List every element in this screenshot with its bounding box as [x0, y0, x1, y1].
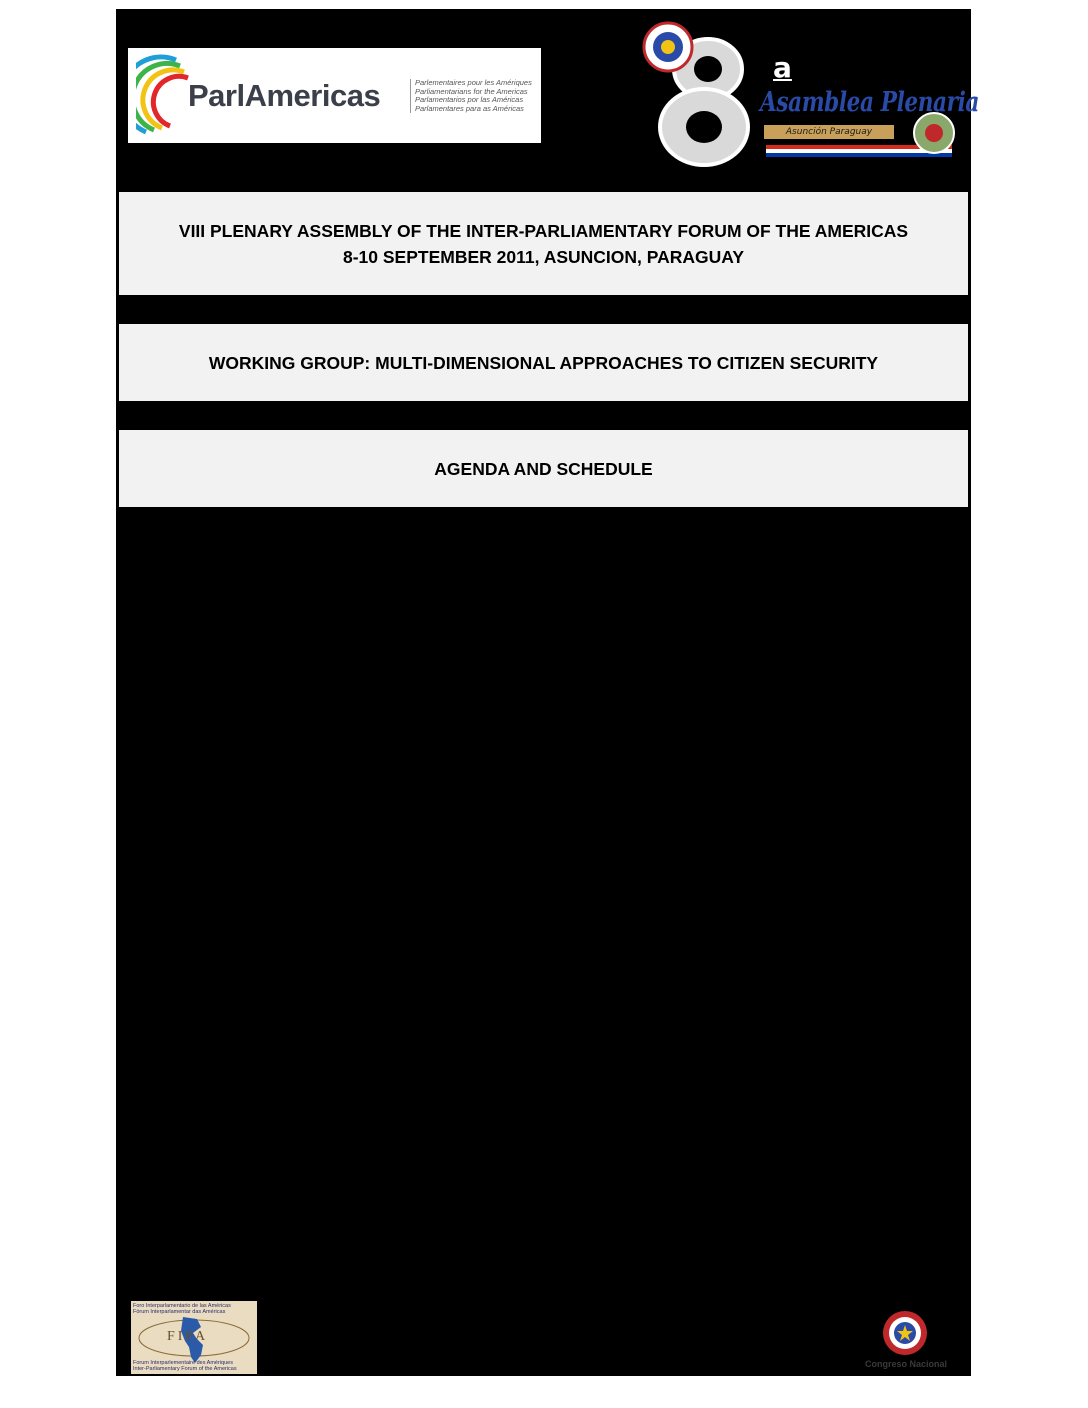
- fipa-line: Fórum Interparlamentar das Américas: [133, 1309, 226, 1315]
- assembly-title-bar: [119, 192, 968, 295]
- document-page: [116, 9, 980, 1376]
- tagline: Parlamentarios por las Américas: [415, 95, 524, 105]
- parlamericas-taglines: [410, 79, 538, 113]
- parlamericas-wordmark: ParlAmericas: [188, 78, 381, 113]
- agenda-title: AGENDA AND SCHEDULE: [434, 458, 653, 479]
- tagline: Parlamentares para as Américas: [415, 103, 524, 113]
- asamblea-plenaria-logo: [640, 21, 980, 169]
- assembly-title-line1: VIII PLENARY ASSEMBLY OF THE INTER-PARLIAMENTARY FORUM OF THE AMERICAS: [178, 220, 909, 241]
- fipa-line: Inter-Parliamentary Forum of the Americas: [133, 1366, 237, 1372]
- congreso-seal-icon: [860, 1309, 960, 1359]
- parlamericas-logo: [128, 48, 541, 143]
- asamblea-subtitle: Asunción Paraguay: [764, 125, 894, 139]
- tagline: Parliamentarians for the Americas: [415, 86, 528, 96]
- working-group-bar: [119, 324, 968, 401]
- asamblea-title: Asamblea Plenaria: [760, 87, 980, 118]
- tagline: Parlementaires pour les Amériques: [415, 78, 532, 87]
- assembly-title-line2: 8-10 SEPTEMBER 2011, ASUNCION, PARAGUAY: [343, 246, 744, 267]
- fipa-logo: [131, 1301, 257, 1374]
- fipa-wordmark: FIPA: [167, 1329, 209, 1344]
- working-group-title: WORKING GROUP: MULTI-DIMENSIONAL APPROACHES TO CITIZEN SECURITY: [208, 352, 879, 373]
- fipa-line: Forum Interparlementaire des Amériques: [133, 1360, 233, 1366]
- congreso-nacional-logo: [860, 1309, 960, 1373]
- ordinal-superscript: a: [773, 51, 792, 84]
- fipa-line: Foro Interparlamentario de las Américas: [133, 1303, 231, 1309]
- agenda-bar: [119, 430, 968, 507]
- congreso-caption: Congreso Nacional: [864, 1359, 947, 1369]
